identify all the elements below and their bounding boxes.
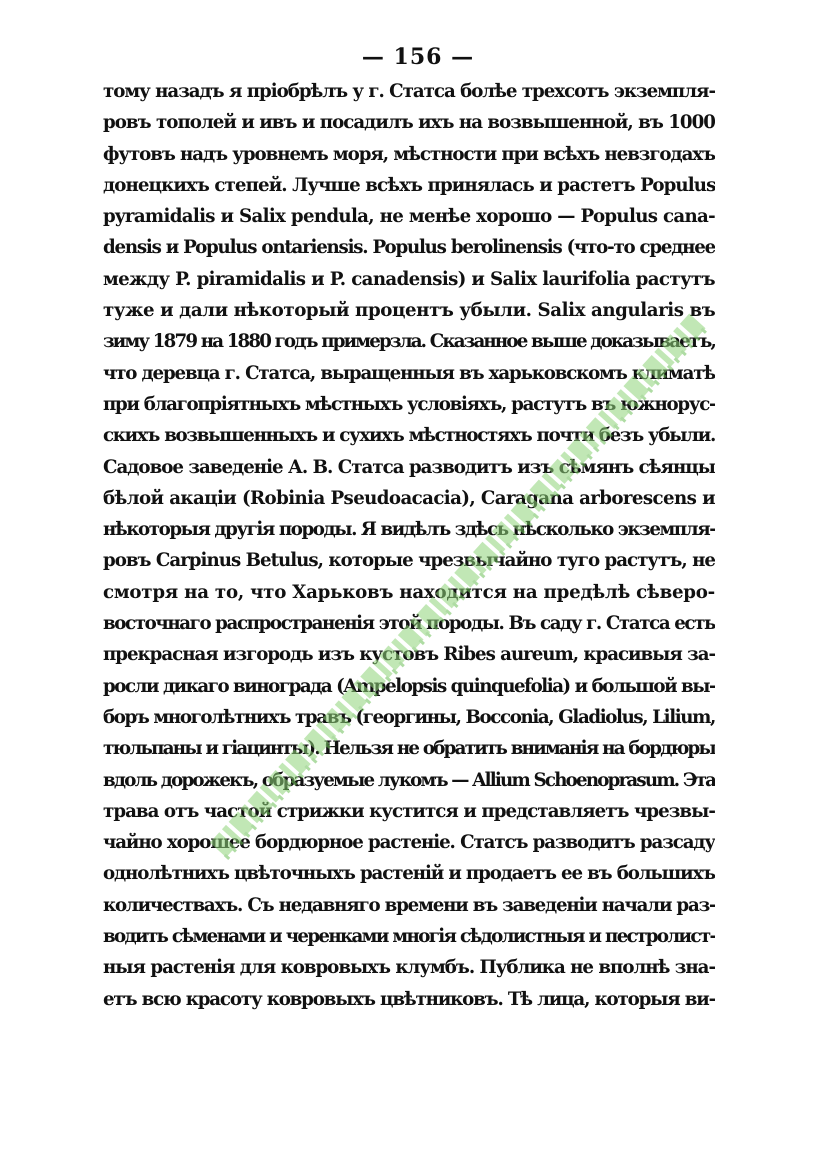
text-line: трава отъ частой стрижки кустится и представляетъ чрезвы- (103, 800, 715, 822)
text-line: тому назадъ я пріобрѣлъ у г. Статса болѣе трехсотъ экземпля- (103, 81, 715, 102)
text-line: восточнаго распространенія этой породы. Въ саду г. Статса есть (103, 613, 715, 635)
text-line: densis и Populus ontariensis. Populus berolinensis (что-то среднее (103, 237, 715, 259)
text-line: при благопріятныхъ мѣстныхъ условіяхъ, растутъ въ южнорус- (103, 393, 715, 415)
text-line: зиму 1879 на 1880 годъ примерзла. Сказанное выше доказываетъ, (103, 331, 715, 353)
text-line: ровъ Carpinus Betulus, которые чрезвычайно туго растутъ, не (103, 550, 715, 572)
text-line: вдоль дорожекъ, образуемые лукомъ — Allium Schoenoprasum. Эта (103, 769, 715, 791)
text-line: боръ многолѣтнихъ травъ (георгины, Bocconia, Gladiolus, Lilium, (103, 706, 715, 728)
text-line: тюльпаны и гіацинты). Нельзя не обратить вниманія на бордюры (103, 738, 715, 760)
text-line: туже и дали нѣкоторый процентъ убыли. Salix angularis въ (103, 300, 715, 322)
page-number: — 156 — (361, 44, 475, 70)
text-line: футовъ надъ уровнемъ моря, мѣстности при всѣхъ невзгодахъ (103, 143, 715, 165)
text-line: донецкихъ степей. Лучше всѣхъ принялась и растетъ Populus (103, 174, 715, 196)
text-line: что деревца г. Статса, выращенныя въ харьковскомъ климатѣ (103, 362, 715, 384)
body-text (103, 76, 715, 1015)
text-line: однолѣтнихъ цвѣточныхъ растеній и продаетъ ее въ большихъ (103, 863, 715, 885)
text-line: нѣкоторыя другія породы. Я видѣлъ здѣсь нѣсколько экземпля- (103, 519, 715, 541)
text-line: бѣлой акаціи (Robinia Pseudoacacia), Caragana arborescens и (103, 487, 715, 509)
text-line: между P. piramidalis и P. canadensis) и Salix laurifolia растутъ (103, 268, 715, 290)
text-line: pyramidalis и Salix pendula, не менѣе хорошо — Populus cana- (103, 206, 715, 228)
text-line: ровъ тополей и ивъ и посадилъ ихъ на возвышенной, въ 1000 (103, 112, 715, 134)
text-line: водить сѣменами и черенками многія сѣдолистныя и пестролист- (103, 926, 715, 948)
text-line: прекрасная изгородь изъ кустовъ Ribes aureum, красивыя за- (103, 644, 715, 666)
text-line: скихъ возвышенныхъ и сухихъ мѣстностяхъ почти безъ убыли. (103, 425, 715, 447)
text-line: етъ всю красоту ковровыхъ цвѣтниковъ. Тѣ лица, которыя ви- (103, 988, 715, 1010)
text-line: ныя растенія для ковровыхъ клумбъ. Публика не вполнѣ зна- (103, 957, 715, 979)
text-line: количествахъ. Съ недавняго времени въ заведеніи начали раз- (103, 894, 715, 916)
text-line: Садовое заведеніе А. В. Статса разводитъ изъ сѣмянъ сѣянцы (103, 456, 715, 478)
text-line: чайно хорошее бордюрное растеніе. Статсъ разводитъ разсаду (103, 832, 715, 854)
text-line: росли дикаго винограда (Ampelopsis quinquefolia) и большой вы- (103, 675, 715, 697)
text-line: смотря на то, что Харьковъ находится на предѣлѣ сѣверо- (103, 581, 715, 603)
